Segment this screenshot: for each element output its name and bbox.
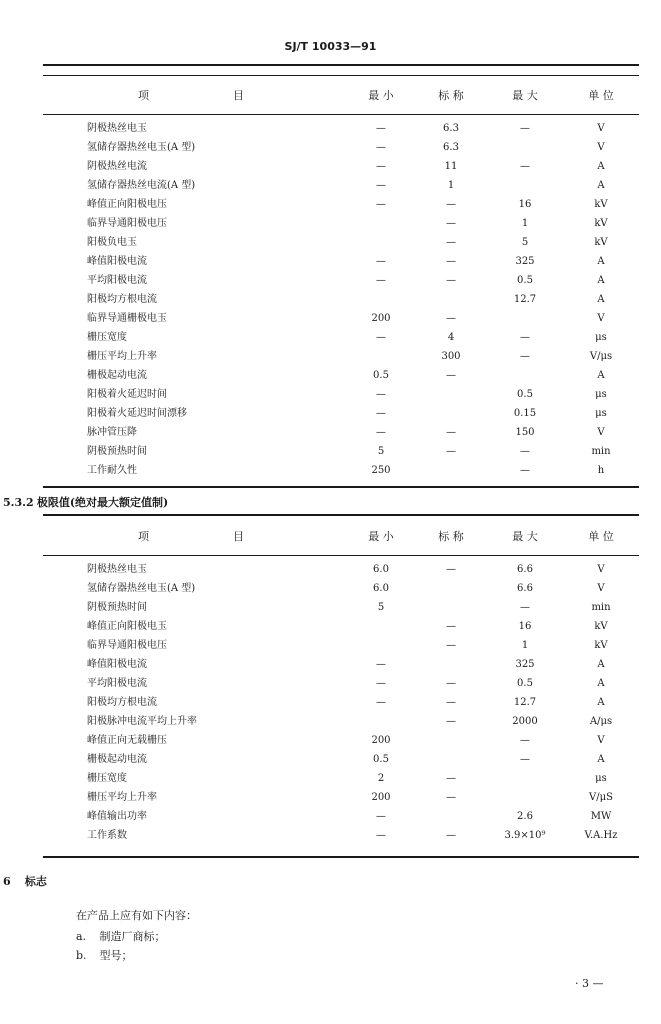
value-max: 16 xyxy=(518,199,532,210)
table-row xyxy=(43,405,639,423)
value-nominal: — xyxy=(446,256,456,267)
value-max: 5 xyxy=(521,237,529,248)
value-unit: kV xyxy=(594,237,608,248)
value-max: — xyxy=(520,446,530,457)
value-min: 2 xyxy=(377,773,385,784)
value-nominal: — xyxy=(446,564,456,575)
table-row xyxy=(43,618,639,636)
value-unit: A xyxy=(597,180,605,191)
value-max: — xyxy=(520,123,530,134)
value-unit: A/μs xyxy=(589,716,613,727)
marking-intro: 在产品上应有如下内容： xyxy=(76,909,197,922)
value-max: — xyxy=(520,465,530,476)
value-unit: V xyxy=(597,313,605,324)
param-name: 峰值阳极电流 xyxy=(87,256,147,267)
col-item-a: 项 xyxy=(138,89,149,102)
param-name: 临界导通阳极电压 xyxy=(87,640,167,651)
value-max: 12.7 xyxy=(513,294,537,305)
param-name: 阳极脉冲电流平均上升率 xyxy=(87,716,197,727)
param-name: 阳极均方根电流 xyxy=(87,697,157,708)
value-max: 150 xyxy=(515,427,535,438)
value-nominal: — xyxy=(446,640,456,651)
table-row xyxy=(43,310,639,328)
col-item-b: 目 xyxy=(233,89,244,102)
table-row xyxy=(43,713,639,731)
value-min: — xyxy=(376,180,386,191)
value-unit: V/μS xyxy=(589,792,613,803)
param-name: 阳极均方根电流 xyxy=(87,294,157,305)
param-name: 工作耐久性 xyxy=(87,465,137,476)
table-row xyxy=(43,751,639,769)
value-max: 0.15 xyxy=(513,408,537,419)
param-name: 栅压平均上升率 xyxy=(87,351,157,362)
value-unit: A xyxy=(597,754,605,765)
value-max: — xyxy=(520,735,530,746)
param-name: 峰值阳极电流 xyxy=(87,659,147,670)
table2-header-bottom-rule xyxy=(43,555,639,556)
table1-bottom-rule xyxy=(43,486,639,488)
value-unit: kV xyxy=(594,199,608,210)
param-name: 栅极起动电流 xyxy=(87,370,147,381)
value-unit: kV xyxy=(594,621,608,632)
value-unit: A xyxy=(597,659,605,670)
value-nominal: — xyxy=(446,678,456,689)
value-max: — xyxy=(520,161,530,172)
section-number: 6 xyxy=(3,875,11,888)
value-min: — xyxy=(376,427,386,438)
value-min: — xyxy=(376,256,386,267)
table2-top-rule xyxy=(43,514,639,516)
param-name: 阴极热丝电玉 xyxy=(87,564,147,575)
value-unit: kV xyxy=(594,640,608,651)
value-min: — xyxy=(376,830,386,841)
value-nominal: — xyxy=(446,830,456,841)
table-row xyxy=(43,367,639,385)
param-name: 峰值正向阳极电玉 xyxy=(87,621,167,632)
value-min: 5 xyxy=(377,446,385,457)
value-max: 0.5 xyxy=(517,389,533,400)
table2-bottom-rule xyxy=(43,856,639,858)
table-row xyxy=(43,637,639,655)
param-name: 阳极着火延迟时间漂移 xyxy=(87,408,187,419)
table-row xyxy=(43,348,639,366)
value-nominal: 6.3 xyxy=(443,142,459,153)
param-name: 峰值输出功率 xyxy=(87,811,147,822)
value-unit: V.A.Hz xyxy=(584,830,618,841)
value-max: 16 xyxy=(518,621,532,632)
value-unit: h xyxy=(597,465,605,476)
table-row xyxy=(43,656,639,674)
table-row xyxy=(43,580,639,598)
value-nominal: — xyxy=(446,218,456,229)
page-number: · 3 — xyxy=(575,977,604,990)
value-min: — xyxy=(376,199,386,210)
value-nominal: — xyxy=(446,275,456,286)
param-name: 临界导通栅极电玉 xyxy=(87,313,167,324)
param-name: 阴极热丝电流 xyxy=(87,161,147,172)
value-max: — xyxy=(520,754,530,765)
table1-top-rule xyxy=(43,64,639,66)
value-min: — xyxy=(376,123,386,134)
value-min: 200 xyxy=(371,313,391,324)
value-unit: MW xyxy=(590,811,612,822)
section-6-title xyxy=(3,873,47,889)
value-min: 0.5 xyxy=(373,370,389,381)
value-unit: kV xyxy=(594,218,608,229)
value-min: — xyxy=(376,275,386,286)
value-min: 250 xyxy=(371,465,391,476)
value-max: 6.6 xyxy=(517,583,533,594)
param-name: 阴极预热时间 xyxy=(87,602,147,613)
value-nominal: — xyxy=(446,716,456,727)
item-text: 制造厂商标； xyxy=(99,930,166,943)
value-nominal: — xyxy=(446,199,456,210)
value-max: 1 xyxy=(521,218,529,229)
value-nominal: — xyxy=(446,313,456,324)
value-min: — xyxy=(376,811,386,822)
value-unit: μs xyxy=(595,773,607,784)
value-max: — xyxy=(520,332,530,343)
table-row xyxy=(43,234,639,252)
param-name: 平均阳极电流 xyxy=(87,275,147,286)
col-nominal: 标 称 xyxy=(438,530,464,543)
value-min: 200 xyxy=(371,735,391,746)
param-name: 氢储存器热丝电流(A 型) xyxy=(87,180,196,191)
value-nominal: — xyxy=(446,621,456,632)
value-max: 325 xyxy=(515,256,535,267)
table-row xyxy=(43,424,639,442)
table-row xyxy=(43,139,639,157)
value-nominal: 300 xyxy=(441,351,461,362)
table1-header-top-rule xyxy=(43,75,639,76)
value-unit: V xyxy=(597,735,605,746)
value-nominal: — xyxy=(446,370,456,381)
param-name: 栅压宽度 xyxy=(87,332,127,343)
value-max: 1 xyxy=(521,640,529,651)
col-max: 最 大 xyxy=(512,530,538,543)
value-unit: μs xyxy=(595,389,607,400)
table-row xyxy=(43,272,639,290)
value-max: 2000 xyxy=(512,716,538,727)
param-name: 栅压平均上升率 xyxy=(87,792,157,803)
col-item-a: 项 xyxy=(138,530,149,543)
value-unit: min xyxy=(591,446,611,457)
table-row xyxy=(43,808,639,826)
item-letter: a. xyxy=(76,930,87,943)
table1-header xyxy=(43,85,639,107)
table-row xyxy=(43,120,639,138)
param-name: 氢储存器热丝电玉(A 型) xyxy=(87,583,196,594)
value-nominal: — xyxy=(446,427,456,438)
param-name: 阴极热丝电玉 xyxy=(87,123,147,134)
col-min: 最 小 xyxy=(368,89,394,102)
value-min: 200 xyxy=(371,792,391,803)
table-row xyxy=(43,443,639,461)
table-row xyxy=(43,386,639,404)
value-min: — xyxy=(376,678,386,689)
col-unit: 单 位 xyxy=(588,89,614,102)
param-name: 脉冲管压降 xyxy=(87,427,137,438)
table-row xyxy=(43,196,639,214)
value-min: 6.0 xyxy=(373,564,389,575)
table-row xyxy=(43,732,639,750)
value-nominal: — xyxy=(446,237,456,248)
value-unit: A xyxy=(597,678,605,689)
value-max: — xyxy=(520,351,530,362)
value-unit: V/μs xyxy=(589,351,613,362)
value-unit: A xyxy=(597,161,605,172)
value-max: 3.9×10⁹ xyxy=(504,830,546,841)
section-number: 5.3.2 xyxy=(3,496,34,509)
param-name: 栅极起动电流 xyxy=(87,754,147,765)
table2-header xyxy=(43,526,639,548)
value-max: 0.5 xyxy=(517,275,533,286)
table-row xyxy=(43,291,639,309)
marking-item-b xyxy=(76,947,133,963)
value-min: — xyxy=(376,389,386,400)
param-name: 临界导通阳极电压 xyxy=(87,218,167,229)
value-max: 325 xyxy=(515,659,535,670)
col-unit: 单 位 xyxy=(588,530,614,543)
param-name: 平均阳极电流 xyxy=(87,678,147,689)
param-name: 峰值正向无载栅压 xyxy=(87,735,167,746)
value-unit: A xyxy=(597,275,605,286)
param-name: 栅压宽度 xyxy=(87,773,127,784)
col-min: 最 小 xyxy=(368,530,394,543)
section-text: 标志 xyxy=(24,875,47,888)
value-min: — xyxy=(376,332,386,343)
value-unit: A xyxy=(597,370,605,381)
table-row xyxy=(43,215,639,233)
table-row xyxy=(43,329,639,347)
value-unit: A xyxy=(597,697,605,708)
table-row xyxy=(43,770,639,788)
param-name: 工作系数 xyxy=(87,830,127,841)
value-nominal: 1 xyxy=(447,180,455,191)
value-unit: μs xyxy=(595,332,607,343)
param-name: 氢储存器热丝电玉(A 型) xyxy=(87,142,196,153)
value-unit: μs xyxy=(595,408,607,419)
item-letter: b. xyxy=(76,949,87,962)
table-row xyxy=(43,789,639,807)
value-min: 5 xyxy=(377,602,385,613)
value-max: 12.7 xyxy=(513,697,537,708)
marking-item-a xyxy=(76,928,166,944)
value-min: 0.5 xyxy=(373,754,389,765)
table1-header-bottom-rule xyxy=(43,114,639,115)
value-nominal: 6.3 xyxy=(443,123,459,134)
value-nominal: — xyxy=(446,446,456,457)
value-nominal: — xyxy=(446,697,456,708)
param-name: 峰值正向阳极电压 xyxy=(87,199,167,210)
value-nominal: — xyxy=(446,792,456,803)
table-row xyxy=(43,561,639,579)
value-max: 2.6 xyxy=(517,811,533,822)
table-row xyxy=(43,694,639,712)
value-unit: V xyxy=(597,564,605,575)
value-max: 0.5 xyxy=(517,678,533,689)
value-min: — xyxy=(376,408,386,419)
param-name: 阴极预热时间 xyxy=(87,446,147,457)
value-min: 6.0 xyxy=(373,583,389,594)
table-row xyxy=(43,599,639,617)
value-unit: V xyxy=(597,123,605,134)
value-unit: A xyxy=(597,294,605,305)
value-unit: V xyxy=(597,142,605,153)
param-name: 阳极着火延迟时间 xyxy=(87,389,167,400)
param-name: 阳极负电玉 xyxy=(87,237,137,248)
value-unit: V xyxy=(597,427,605,438)
page-header: SJ/T 10033—91 xyxy=(284,40,377,53)
value-min: — xyxy=(376,697,386,708)
value-min: — xyxy=(376,659,386,670)
value-nominal: 11 xyxy=(444,161,458,172)
col-item-b: 目 xyxy=(233,530,244,543)
section-5-3-2-title xyxy=(0,494,168,510)
table-row xyxy=(43,253,639,271)
table-row xyxy=(43,462,639,480)
value-nominal: — xyxy=(446,773,456,784)
value-nominal: 4 xyxy=(447,332,455,343)
value-unit: A xyxy=(597,256,605,267)
value-unit: min xyxy=(591,602,611,613)
value-unit: V xyxy=(597,583,605,594)
table-row xyxy=(43,827,639,845)
table-row xyxy=(43,177,639,195)
section-text: 极限值(绝对最大额定值制) xyxy=(36,496,169,509)
col-nominal: 标 称 xyxy=(438,89,464,102)
value-max: 6.6 xyxy=(517,564,533,575)
table-row xyxy=(43,158,639,176)
value-min: — xyxy=(376,142,386,153)
item-text: 型号； xyxy=(99,949,133,962)
value-max: — xyxy=(520,602,530,613)
value-min: — xyxy=(376,161,386,172)
col-max: 最 大 xyxy=(512,89,538,102)
table-row xyxy=(43,675,639,693)
